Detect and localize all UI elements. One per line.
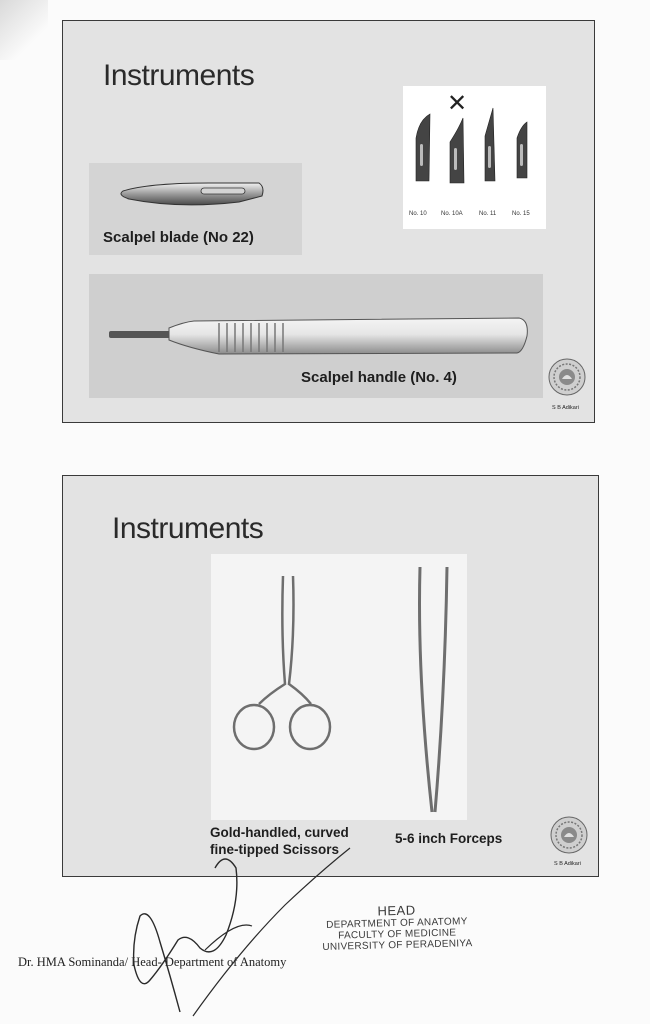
- blade-label-no11: No. 11: [479, 211, 497, 217]
- blade-label-no15: No. 15: [512, 211, 530, 217]
- blade-excluded-mark: ✕: [447, 90, 468, 117]
- blade-types-photo: [403, 86, 546, 229]
- department-stamp: [311, 901, 482, 953]
- slide-scissors-forceps: [62, 475, 599, 877]
- stamp-line-faculty: FACULTY OF MEDICINE: [338, 927, 457, 942]
- stamp-line-university: UNIVERSITY OF PERADENIYA: [322, 938, 473, 953]
- slide-title: Instruments: [103, 59, 255, 92]
- blade-label-no10: No. 10: [409, 211, 427, 217]
- scissors-caption-line1: Gold-handled, curved: [210, 825, 349, 840]
- slide-credit: S B Adikari: [552, 405, 579, 411]
- blade-types-illustration: [403, 86, 546, 229]
- scissors-caption: [210, 824, 349, 858]
- scalpel-handle-caption: Scalpel handle (No. 4): [301, 369, 457, 386]
- footer-author: Dr. HMA Sominanda/ Head- Department of Anatomy: [18, 955, 287, 969]
- slide-credit: S B Adikari: [554, 861, 581, 867]
- stamp-line-department: DEPARTMENT OF ANATOMY: [326, 916, 468, 931]
- slide-title: Instruments: [112, 512, 264, 545]
- scissors-caption-line2: fine-tipped Scissors: [210, 842, 340, 857]
- university-seal-icon: [550, 816, 588, 854]
- scissors-forceps-photo: [211, 554, 467, 820]
- university-seal-icon: [548, 358, 586, 396]
- blade-label-no10a: No. 10A: [441, 211, 463, 217]
- scissors-forceps-illustration: [211, 554, 467, 820]
- scalpel-blade-caption: Scalpel blade (No 22): [103, 229, 254, 246]
- stamp-line-head: HEAD: [377, 902, 416, 919]
- forceps-caption: 5-6 inch Forceps: [395, 831, 503, 846]
- slide-scalpel: [62, 20, 595, 423]
- page-fold-shadow: [0, 0, 48, 60]
